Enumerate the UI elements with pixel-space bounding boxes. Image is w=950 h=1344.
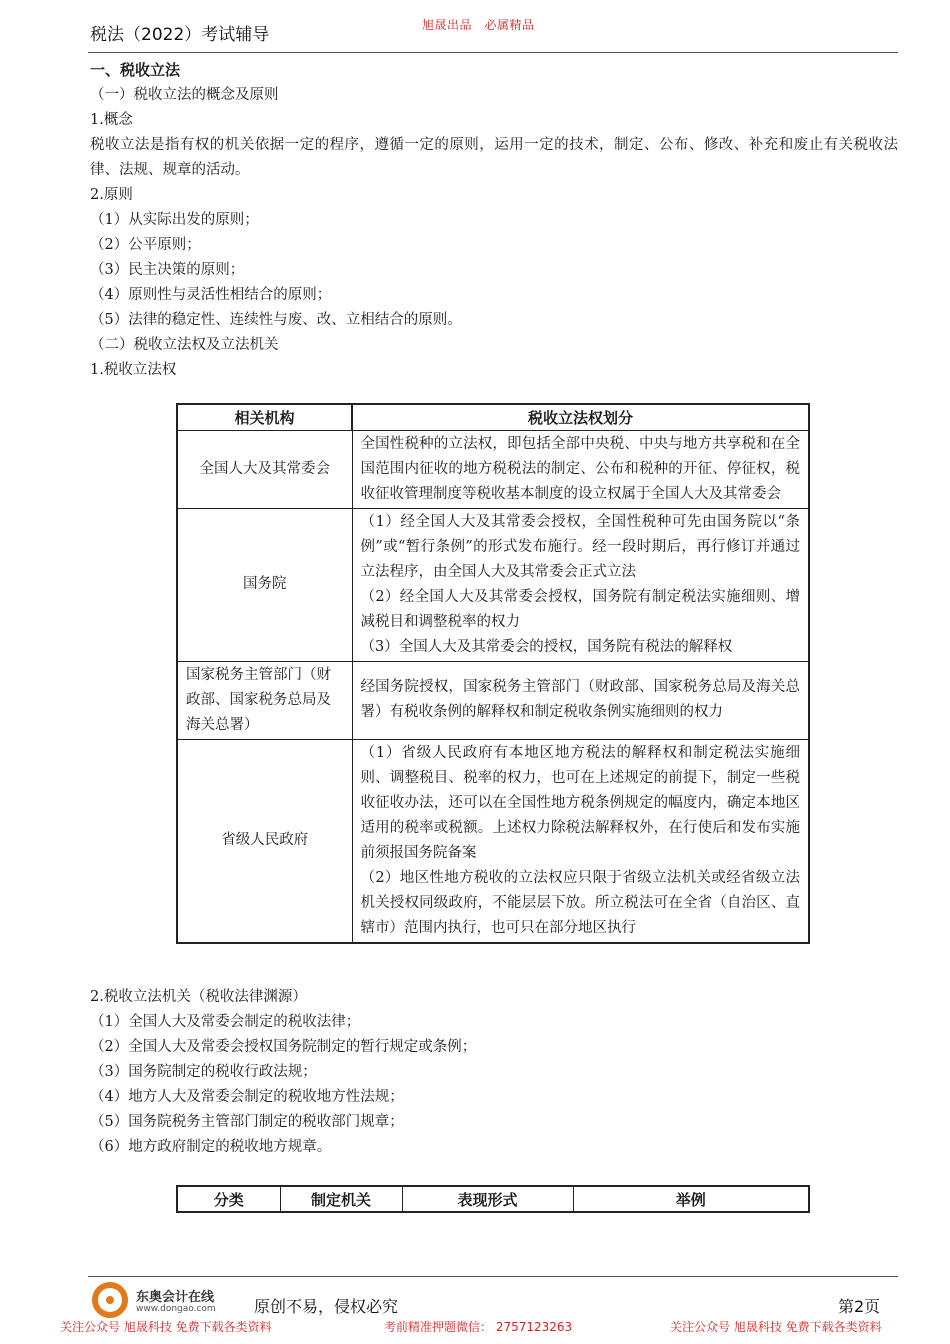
power-label: 1.税收立法权	[90, 362, 177, 378]
footer-watermark-left: 关注公众号 旭晟科技 免费下载各类资料	[60, 1320, 272, 1334]
table-row	[177, 739, 809, 943]
org-cell: 国家税务主管部门（财政部、国家税务总局及海关总署）	[177, 661, 352, 739]
desc-cell	[352, 739, 809, 943]
source-label: 2.税收立法机关（税收法律渊源）	[90, 989, 307, 1005]
desc-paragraph: （1）经全国人大及其常委会授权，全国性税种可先由国务院以“条例”或“暂行条例”的形式发布施行。经一段时期后，再行修订并通过立法程序，由全国人大及其常委会正式立法	[360, 513, 800, 580]
header-brand-watermark: 旭晟出品 必属精品	[422, 18, 535, 32]
table-header-cell: 举例	[573, 1186, 809, 1212]
section-heading: 一、税收立法	[90, 61, 181, 79]
source-classification-table	[176, 1185, 810, 1213]
org-cell: 国务院	[177, 508, 352, 661]
table-header-row	[177, 1186, 809, 1212]
table-header-cell: 税收立法权划分	[352, 404, 809, 430]
subsection-heading: （一）税收立法的概念及原则	[90, 87, 279, 103]
concept-text: 税收立法是指有权的机关依据一定的程序，遵循一定的原则，运用一定的技术，制定、公布、修改、补充和废止有关税收法律、法规、规章的活动。	[90, 137, 898, 178]
principle-item: （1）从实际出发的原则；	[90, 212, 259, 228]
principle-label: 2.原则	[90, 187, 133, 203]
table-header-cell: 相关机构	[177, 404, 352, 430]
footer-watermark-center: 考前精准押题微信： 2757123263	[384, 1320, 573, 1334]
list-item: （6）地方政府制定的税收地方规章。	[90, 1139, 332, 1155]
document-header-title: 税法（2022）考试辅导	[90, 25, 270, 45]
desc-paragraph: （3）全国人大及其常委会的授权，国务院有税法的解释权	[360, 638, 733, 655]
logo-name: 东奥会计在线	[136, 1290, 215, 1305]
list-item: （2）全国人大及常委会授权国务院制定的暂行规定或条例；	[90, 1039, 477, 1055]
table-header-cell: 表现形式	[402, 1186, 573, 1212]
main-content	[90, 58, 898, 383]
table-row	[177, 430, 809, 508]
principle-item: （4）原则性与灵活性相结合的原则；	[90, 287, 332, 303]
source-list	[90, 985, 898, 1160]
page-number: 第2页	[838, 1297, 881, 1316]
list-item: （5）国务院税务主管部门制定的税收部门规章；	[90, 1114, 404, 1130]
desc-paragraph: （1）省级人民政府有本地区地方税法的解释权和制定税法实施细则、调整税目、税率的权力，也可在上述规定的前提下，制定一些税收征收办法，还可以在全国性地方税条例规定的幅度内，确定本地区适用的税率或税额。上述权力除税法解释权外，在行使后和发布实施前须报国务院备案	[360, 744, 800, 861]
desc-cell	[352, 508, 809, 661]
list-item: （3）国务院制定的税收行政法规；	[90, 1064, 317, 1080]
principle-item: （5）法律的稳定性、连续性与废、改、立相结合的原则。	[90, 312, 462, 328]
table-header-cell: 制定机关	[280, 1186, 402, 1212]
table-row	[177, 661, 809, 739]
desc-cell: 全国性税种的立法权，即包括全部中央税、中央与地方共享税和在全国范围内征收的地方税税法的制定、公布和税种的开征、停征权，税收征收管理制度等税收基本制度的设立权属于全国人大及其常委会	[352, 430, 809, 508]
footer-watermark-right: 关注公众号 旭晟科技 免费下载各类资料	[670, 1320, 882, 1334]
header-divider	[88, 52, 898, 53]
principle-item: （2）公平原则；	[90, 237, 201, 253]
logo-url: www.dongao.com	[136, 1304, 216, 1314]
org-cell: 全国人大及其常委会	[177, 430, 352, 508]
principle-item: （3）民主决策的原则；	[90, 262, 245, 278]
org-cell: 省级人民政府	[177, 739, 352, 943]
list-item: （4）地方人大及常委会制定的税收地方性法规；	[90, 1089, 404, 1105]
table-header-row	[177, 404, 809, 430]
list-item: （1）全国人大及常委会制定的税收法律；	[90, 1014, 361, 1030]
dongao-logo-icon	[92, 1282, 128, 1318]
table-header-cell: 分类	[177, 1186, 280, 1212]
footer-divider	[88, 1276, 898, 1277]
table-row	[177, 508, 809, 661]
subsection-heading: （二）税收立法权及立法机关	[90, 337, 279, 353]
desc-paragraph: （2）地区性地方税收的立法权应只限于省级立法机关或经省级立法机关授权同级政府，不能层层下放。所立税法可在全省（自治区、直辖市）范围内执行，也可只在部分地区执行	[360, 869, 800, 936]
legislative-power-table	[176, 403, 810, 944]
desc-paragraph: （2）经全国人大及其常委会授权，国务院有制定税法实施细则、增减税目和调整税率的权力	[360, 588, 800, 630]
desc-cell: 经国务院授权，国家税务主管部门（财政部、国家税务总局及海关总署）有税收条例的解释权和制定税收条例实施细则的权力	[352, 661, 809, 739]
concept-label: 1.概念	[90, 112, 133, 128]
footer-slogan: 原创不易，侵权必究	[254, 1297, 399, 1316]
